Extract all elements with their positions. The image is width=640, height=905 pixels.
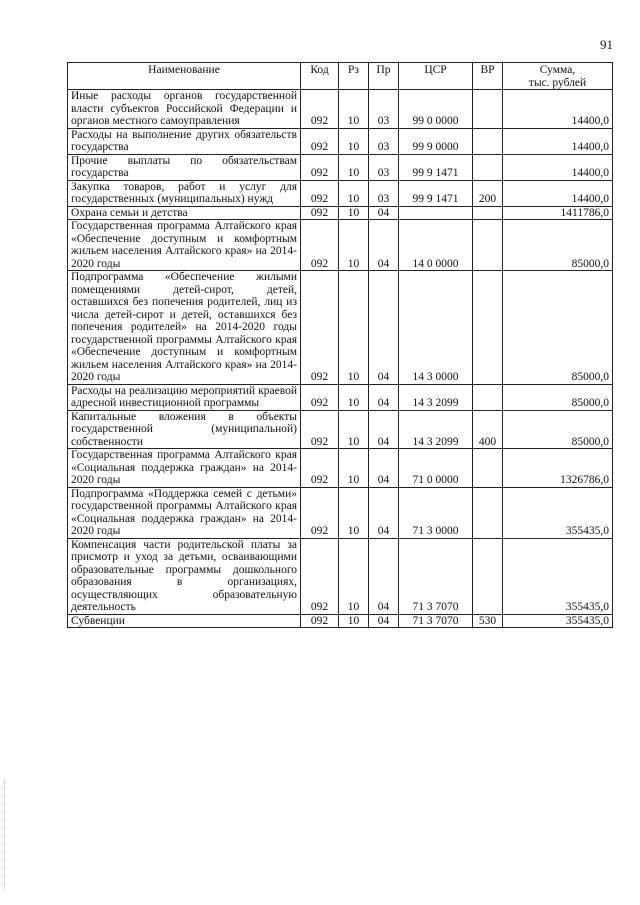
row-csr: 99 9 1471 [399, 180, 473, 206]
row-kod: 092 [301, 154, 339, 180]
row-vr [473, 206, 503, 220]
row-name: Подпрограмма «Поддержка семей с детьми» государственной программы Алтайского края «Социальная поддержка граждан» на 2014-2020 годы [68, 487, 301, 538]
table-row [68, 410, 613, 449]
row-pr: 03 [369, 128, 399, 154]
table-row [68, 538, 613, 614]
header-csr: ЦСР [399, 63, 473, 90]
row-rz: 10 [339, 90, 369, 129]
row-kod: 092 [301, 206, 339, 220]
table-row [68, 384, 613, 410]
row-name: Подпрограмма «Обеспечение жилыми помещениями детей-сирот, детей, оставшихся без попечения родителей, лиц из числа детей-сирот и детей, оставшихся без попечения родителей» на 2014-2020 годы государственной программы Алтайского края «Обеспечение доступным и комфортным жильем населения Алтайского края» на 2014-2020 годы [68, 271, 301, 385]
row-csr: 14 3 2099 [399, 410, 473, 449]
budget-table [67, 62, 613, 628]
row-sum: 14400,0 [503, 90, 613, 129]
row-kod: 092 [301, 449, 339, 488]
row-name: Компенсация части родительской платы за присмотр и уход за детьми, осваивающими образовательные программы дошкольного образования в организациях, осуществляющих образовательную деятельность [68, 538, 301, 614]
row-name: Государственная программа Алтайского края «Социальная поддержка граждан» на 2014-2020 годы [68, 449, 301, 488]
header-row [68, 63, 613, 90]
row-sum: 85000,0 [503, 271, 613, 385]
row-kod: 092 [301, 128, 339, 154]
row-kod: 092 [301, 180, 339, 206]
row-rz: 10 [339, 614, 369, 628]
row-vr [473, 154, 503, 180]
row-csr: 71 3 7070 [399, 614, 473, 628]
row-kod: 092 [301, 487, 339, 538]
row-vr [473, 449, 503, 488]
row-csr: 71 3 7070 [399, 538, 473, 614]
scan-margin-marks [4, 780, 8, 890]
row-name: Охрана семьи и детства [68, 206, 301, 220]
table-row [68, 449, 613, 488]
header-vr: ВР [473, 63, 503, 90]
row-pr: 04 [369, 538, 399, 614]
row-pr: 04 [369, 449, 399, 488]
row-name: Субвенции [68, 614, 301, 628]
row-name: Расходы на реализацию мероприятий краевой адресной инвестиционной программы [68, 384, 301, 410]
row-rz: 10 [339, 487, 369, 538]
row-name: Капитальные вложения в объекты государственной (муниципальной) собственности [68, 410, 301, 449]
header-kod: Код [301, 63, 339, 90]
row-pr: 03 [369, 90, 399, 129]
row-sum: 355435,0 [503, 538, 613, 614]
row-vr: 400 [473, 410, 503, 449]
row-sum: 85000,0 [503, 220, 613, 271]
row-name: Государственная программа Алтайского края «Обеспечение доступным и комфортным жильем населения Алтайского края» на 2014-2020 годы [68, 220, 301, 271]
row-rz: 10 [339, 384, 369, 410]
row-csr: 71 3 0000 [399, 487, 473, 538]
row-sum: 1411786,0 [503, 206, 613, 220]
row-kod: 092 [301, 220, 339, 271]
row-name: Расходы на выполнение других обязательств государства [68, 128, 301, 154]
row-sum: 85000,0 [503, 410, 613, 449]
header-sum [503, 63, 613, 90]
row-sum: 1326786,0 [503, 449, 613, 488]
row-kod: 092 [301, 538, 339, 614]
row-sum: 355435,0 [503, 614, 613, 628]
row-csr: 14 0 0000 [399, 220, 473, 271]
row-vr [473, 487, 503, 538]
row-pr: 04 [369, 206, 399, 220]
header-name: Наименование [68, 63, 301, 90]
row-kod: 092 [301, 271, 339, 385]
row-sum: 14400,0 [503, 128, 613, 154]
row-sum: 14400,0 [503, 180, 613, 206]
table-row [68, 271, 613, 385]
row-pr: 04 [369, 410, 399, 449]
table-row [68, 154, 613, 180]
table-row [68, 487, 613, 538]
row-pr: 03 [369, 180, 399, 206]
row-csr: 14 3 0000 [399, 271, 473, 385]
row-rz: 10 [339, 154, 369, 180]
row-rz: 10 [339, 128, 369, 154]
table-row [68, 614, 613, 628]
row-pr: 04 [369, 487, 399, 538]
row-rz: 10 [339, 410, 369, 449]
table-row [68, 206, 613, 220]
row-csr: 71 0 0000 [399, 449, 473, 488]
row-sum: 85000,0 [503, 384, 613, 410]
row-vr [473, 538, 503, 614]
row-vr [473, 271, 503, 385]
page-number: 91 [600, 37, 613, 52]
row-sum: 14400,0 [503, 154, 613, 180]
row-vr [473, 128, 503, 154]
row-pr: 03 [369, 154, 399, 180]
table-row [68, 180, 613, 206]
row-pr: 04 [369, 271, 399, 385]
row-rz: 10 [339, 206, 369, 220]
table-row [68, 128, 613, 154]
row-sum: 355435,0 [503, 487, 613, 538]
header-rz: Рз [339, 63, 369, 90]
row-pr: 04 [369, 614, 399, 628]
row-csr: 99 9 1471 [399, 154, 473, 180]
row-csr [399, 206, 473, 220]
table-row [68, 90, 613, 129]
row-vr [473, 90, 503, 129]
header-pr: Пр [369, 63, 399, 90]
table-row [68, 220, 613, 271]
row-csr: 99 9 0000 [399, 128, 473, 154]
row-kod: 092 [301, 384, 339, 410]
row-vr [473, 220, 503, 271]
row-vr: 530 [473, 614, 503, 628]
row-pr: 04 [369, 384, 399, 410]
row-kod: 092 [301, 90, 339, 129]
row-kod: 092 [301, 614, 339, 628]
row-rz: 10 [339, 220, 369, 271]
header-sum-line2: тыс. рублей [528, 76, 587, 89]
row-name: Иные расходы органов государственной власти субъектов Российской Федерации и органов местного самоуправления [68, 90, 301, 129]
row-rz: 10 [339, 271, 369, 385]
row-csr: 14 3 2099 [399, 384, 473, 410]
row-csr: 99 0 0000 [399, 90, 473, 129]
row-vr: 200 [473, 180, 503, 206]
row-name: Закупка товаров, работ и услуг для государственных (муниципальных) нужд [68, 180, 301, 206]
header-sum-line1: Сумма, [539, 64, 576, 76]
row-rz: 10 [339, 538, 369, 614]
row-rz: 10 [339, 180, 369, 206]
row-name: Прочие выплаты по обязательствам государства [68, 154, 301, 180]
row-vr [473, 384, 503, 410]
row-rz: 10 [339, 449, 369, 488]
row-kod: 092 [301, 410, 339, 449]
row-pr: 04 [369, 220, 399, 271]
